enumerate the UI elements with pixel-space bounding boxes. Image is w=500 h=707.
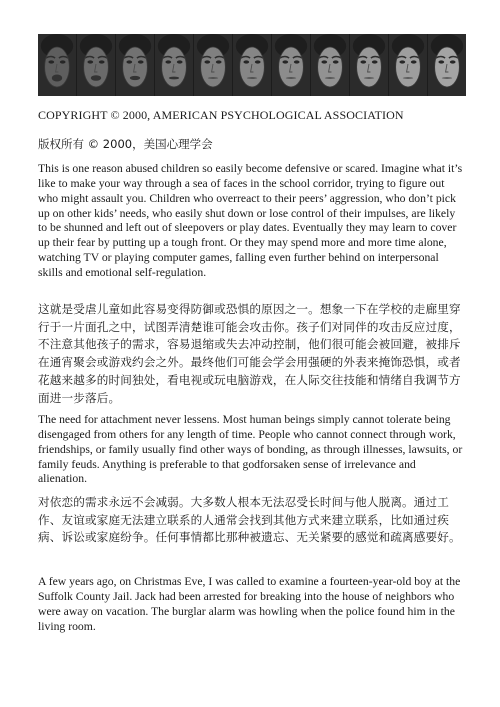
face-photo (38, 34, 77, 96)
paragraph-2-english: The need for attachment never lessens. Most human beings simply cannot tolerate being disengaged from others for any length of time. People who cannot connect through work, friendships, or family usually find other ways of bonding, as through illnesses, lawsuits, or family feuds. Anything is preferable to that godforsaken sense of irrelevance and alienation. (38, 413, 463, 486)
face-photo (77, 34, 116, 96)
copyright-notice-chinese: 版权所有 © 2000，美国心理学会 (38, 137, 213, 151)
paragraph-1-english: This is one reason abused children so easily become defensive or scared. Imagine what it’s like to make your way through a sea of faces in the school corridor, trying to figure out who might assault you. Children who overreact to their peers’ aggression, who don’t pick up on other kids’ needs, who easily shut down or lose control of their impulses, are likely to be shunned and left out of sleepovers or play dates. Eventually they may learn to cover up their fear by putting up a tough front. Or they may spend more and more time alone, watching TV or playing computer games, falling even further behind on interpersonal skills and emotional self-regulation. (38, 162, 463, 279)
face-photo (311, 34, 350, 96)
face-photo (389, 34, 428, 96)
face-photo (155, 34, 194, 96)
facial-expression-photo-strip (38, 34, 466, 96)
face-photo (350, 34, 389, 96)
face-photo (116, 34, 155, 96)
face-photo (272, 34, 311, 96)
paragraph-1-chinese: 这就是受虐儿童如此容易变得防御或恐惧的原因之一。想象一下在学校的走廊里穿行于一片面孔之中，试图弄清楚谁可能会攻击你。孩子们对同伴的攻击反应过度，不注意其他孩子的需求，容易退缩或失去冲动控制，他们很可能会被回避，被排斥在通宵聚会或游戏约会之外。最终他们可能会学会用强硬的外表来掩饰恐惧，或者花越来越多的时间独处，看电视或玩电脑游戏，在人际交往技能和情绪自我调节方面进一步落后。 (38, 302, 461, 405)
face-photo (194, 34, 233, 96)
copyright-notice: COPYRIGHT © 2000, AMERICAN PSYCHOLOGICAL ASSOCIATION (38, 108, 404, 122)
paragraph-3-english: A few years ago, on Christmas Eve, I was called to examine a fourteen-year-old boy at the Suffolk County Jail. Jack had been arrested for breaking into the house of neighbors who were away on vacation. The burglar alarm was howling when the police found him in the living room. (38, 575, 461, 633)
paragraph-2-chinese: 对依恋的需求永远不会减弱。大多数人根本无法忍受长时间与他人脱离。通过工作、友谊或家庭无法建立联系的人通常会找到其他方式来建立联系，比如通过疾病、诉讼或家庭纷争。任何事情都比那种被遗忘、无关紧要的感觉和疏离感要好。 (38, 495, 461, 545)
face-photo (428, 34, 466, 96)
face-photo (233, 34, 272, 96)
